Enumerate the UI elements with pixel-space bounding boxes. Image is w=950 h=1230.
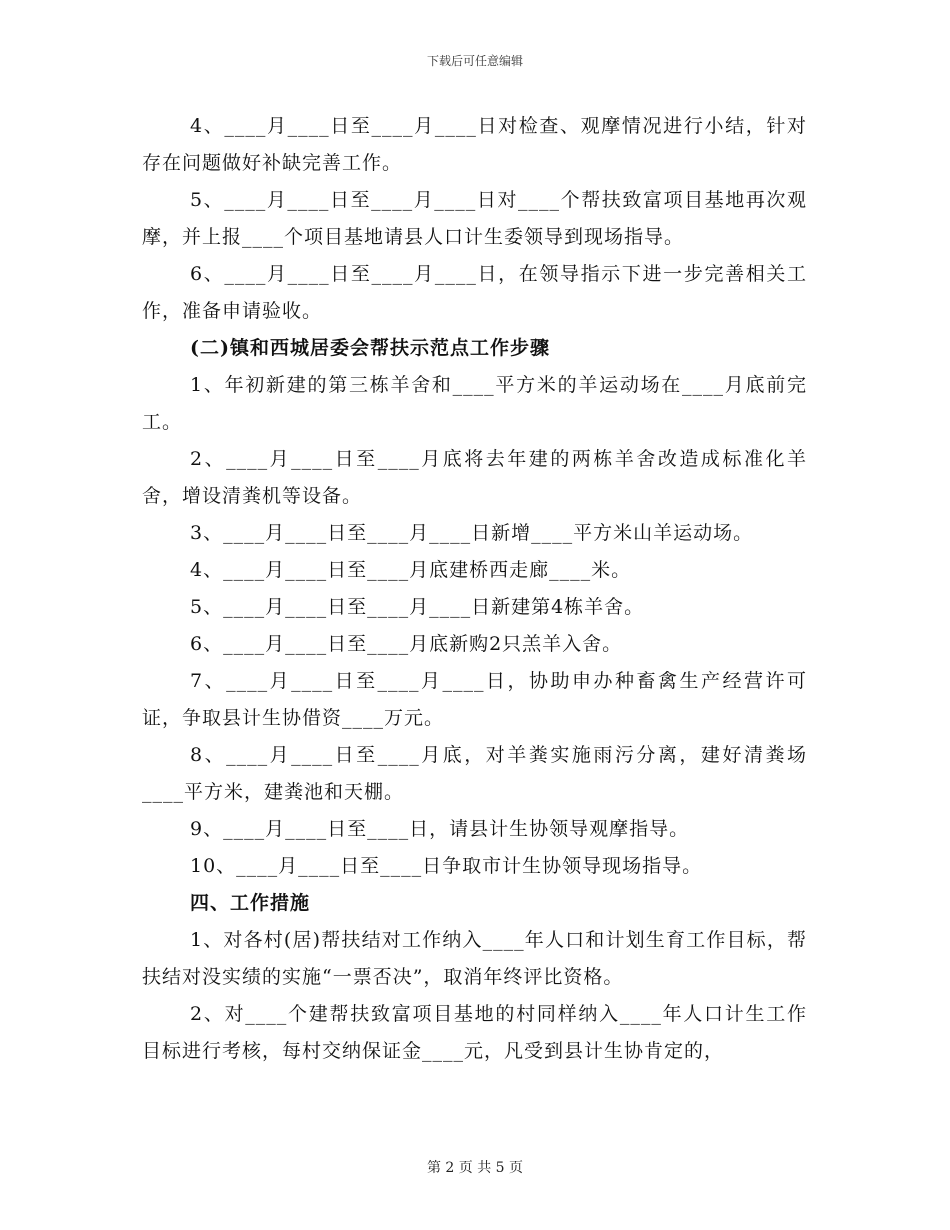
paragraph: 9、____月____日至____日，请县计生协领导观摩指导。 <box>190 818 690 840</box>
paragraph: 5、____月____日至____月____日对____个帮扶致富项目基地再次观摩，并上报____个项目基地请县人口计生委领导到现场指导。 <box>142 189 807 248</box>
paragraph: 7、____月____日至____月____日，协助申办种畜禽生产经营许可证，争取县计生协借资____万元。 <box>142 670 807 729</box>
paragraph: 3、____月____日至____月____日新增____平方米山羊运动场。 <box>190 522 754 544</box>
section-heading: (二)镇和西城居委会帮扶示范点工作步骤 <box>190 337 550 359</box>
paragraph: 2、对____个建帮扶致富项目基地的村同样纳入____年人口计生工作目标进行考核，每村交纳保证金____元，凡受到县计生协肯定的， <box>142 1003 807 1062</box>
paragraph: 4、____月____日至____月底建桥西走廊____米。 <box>190 559 632 581</box>
paragraph: 4、____月____日至____月____日对检查、观摩情况进行小结，针对存在问题做好补缺完善工作。 <box>142 115 807 174</box>
paragraph: 1、年初新建的第三栋羊舍和____平方米的羊运动场在____月底前完工。 <box>142 374 807 433</box>
paragraph: 6、____月____日至____月____日，在领导指示下进一步完善相关工作，准备申请验收。 <box>142 263 807 322</box>
paragraph: 8、____月____日至____月底，对羊粪实施雨污分离，建好清粪场____平方米，建粪池和天棚。 <box>142 744 807 803</box>
section-heading: 四、工作措施 <box>190 892 311 914</box>
paragraph: 6、____月____日至____月底新购2只羔羊入舍。 <box>190 633 623 655</box>
paragraph: 5、____月____日至____月____日新建第4栋羊舍。 <box>190 596 645 618</box>
paragraph: 1、对各村(居)帮扶结对工作纳入____年人口和计划生育工作目标，帮扶结对没实绩的实施“一票否决”，取消年终评比资格。 <box>142 929 807 988</box>
page-number: 第 2 页 共 5 页 <box>426 1160 524 1176</box>
paragraph: 2、____月____日至____月底将去年建的两栋羊舍改造成标准化羊舍，增设清粪机等设备。 <box>142 448 807 507</box>
paragraph: 10、____月____日至____日争取市计生协领导现场指导。 <box>190 855 703 877</box>
document-body <box>142 108 807 1070</box>
page-header: 下载后可任意编辑 <box>426 54 523 68</box>
